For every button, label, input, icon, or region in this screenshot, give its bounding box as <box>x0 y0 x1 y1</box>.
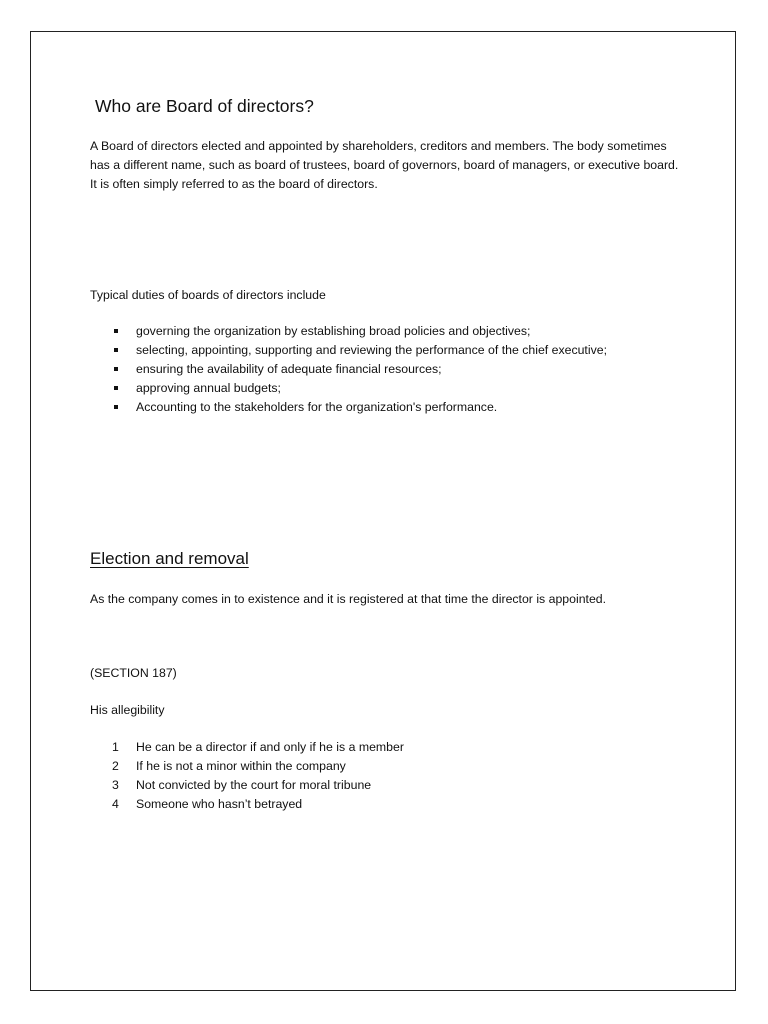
list-item-text: ensuring the availability of adequate financial resources; <box>136 362 442 376</box>
list-item <box>90 398 607 417</box>
list-item <box>90 776 404 795</box>
list-item-text: If he is not a minor within the company <box>136 759 346 773</box>
section-reference: (SECTION 187) <box>90 666 177 680</box>
list-item-text: Accounting to the stakeholders for the organization's performance. <box>136 400 498 414</box>
list-number: 2 <box>112 759 119 773</box>
list-item-text: Not convicted by the court for moral tribune <box>136 778 372 792</box>
section-heading: Election and removal <box>90 549 249 568</box>
list-item <box>90 360 607 379</box>
list-number: 3 <box>112 778 119 792</box>
bullet-icon <box>114 348 118 352</box>
allegibility-label: His allegibility <box>90 703 165 717</box>
eligibility-list <box>90 738 404 814</box>
duties-intro: Typical duties of boards of directors include <box>90 288 326 302</box>
list-item <box>90 341 607 360</box>
list-item <box>90 795 404 814</box>
duties-list <box>90 322 607 417</box>
list-item-text: selecting, appointing, supporting and reviewing the performance of the chief executive; <box>136 343 607 357</box>
list-item-text: He can be a director if and only if he is a member <box>136 740 404 754</box>
page-title: Who are Board of directors? <box>95 96 314 116</box>
bullet-icon <box>114 329 118 333</box>
list-item <box>90 757 404 776</box>
election-paragraph: As the company comes in to existence and it is registered at that time the director is appointed. <box>90 592 607 606</box>
list-item-text: approving annual budgets; <box>136 381 281 395</box>
list-item <box>90 379 607 398</box>
list-item <box>90 738 404 757</box>
list-item-text: governing the organization by establishing broad policies and objectives; <box>136 324 531 338</box>
intro-paragraph: A Board of directors elected and appointed by shareholders, creditors and members. The body sometimes has a different name, such as board of trustees, board of governors, board of managers, or executive board. It is often simply referred to as the board of directors. <box>90 139 679 191</box>
list-item-text: Someone who hasn’t betrayed <box>136 797 303 811</box>
list-item <box>90 322 607 341</box>
bullet-icon <box>114 386 118 390</box>
bullet-icon <box>114 405 118 409</box>
list-number: 4 <box>112 797 119 811</box>
bullet-icon <box>114 367 118 371</box>
list-number: 1 <box>112 740 119 754</box>
